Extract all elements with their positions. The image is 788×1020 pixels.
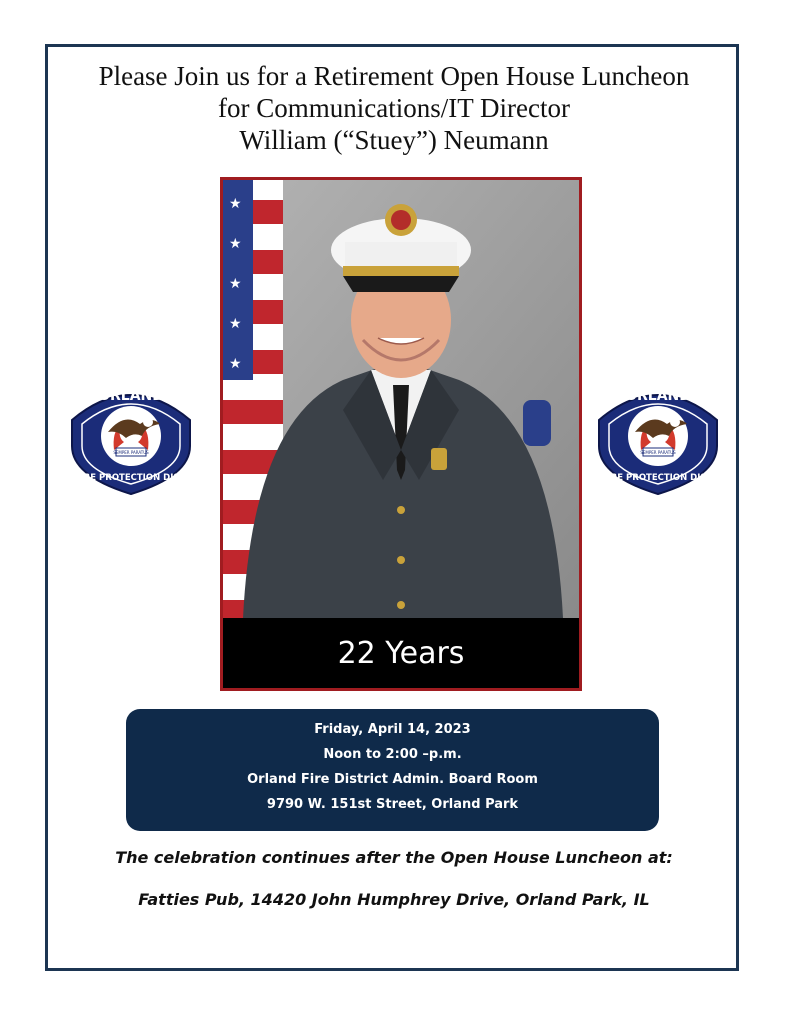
- badge-top-text: ORLAND: [98, 388, 164, 404]
- event-time: Noon to 2:00 –p.m.: [323, 747, 462, 762]
- badge-ribbon-text: SEMPER PARATUS: [113, 450, 149, 455]
- years-of-service-caption: 22 Years: [223, 618, 579, 688]
- portrait-illustration: [223, 180, 579, 618]
- event-address: 9790 W. 151st Street, Orland Park: [266, 797, 519, 812]
- retiree-portrait: [220, 177, 582, 691]
- fire-district-patch-left: [64, 376, 198, 496]
- fire-district-patch-icon: [591, 376, 725, 496]
- heading-line-1: Please Join us for a Retirement Open House Luncheon: [98, 61, 690, 91]
- heading-line-3: William (“Stuey”) Neumann: [239, 125, 549, 155]
- badge-top-text: ORLAND: [625, 388, 691, 404]
- badge-ribbon-text: SEMPER PARATUS: [640, 450, 676, 455]
- celebration-note: The celebration continues after the Open House Luncheon at:: [115, 848, 673, 867]
- heading-line-2: for Communications/IT Director: [218, 93, 570, 123]
- event-date: Friday, April 14, 2023: [314, 722, 471, 737]
- svg-text:★: ★: [229, 276, 242, 292]
- fire-district-patch-icon: [64, 376, 198, 496]
- after-party-venue: Fatties Pub, 14420 John Humphrey Drive, Orland Park, IL: [138, 890, 650, 909]
- invitation-heading: [0, 60, 788, 156]
- event-location: Orland Fire District Admin. Board Room: [247, 772, 538, 787]
- badge-bottom-text: FIRE PROTECTION DIST.: [601, 473, 715, 483]
- event-details-box: [126, 709, 659, 831]
- badge-bottom-text: FIRE PROTECTION DIST.: [74, 473, 188, 483]
- svg-text:★: ★: [229, 356, 242, 372]
- svg-text:★: ★: [229, 316, 242, 332]
- svg-text:★: ★: [229, 196, 242, 212]
- fire-district-patch-right: [591, 376, 725, 496]
- svg-text:★: ★: [229, 236, 242, 252]
